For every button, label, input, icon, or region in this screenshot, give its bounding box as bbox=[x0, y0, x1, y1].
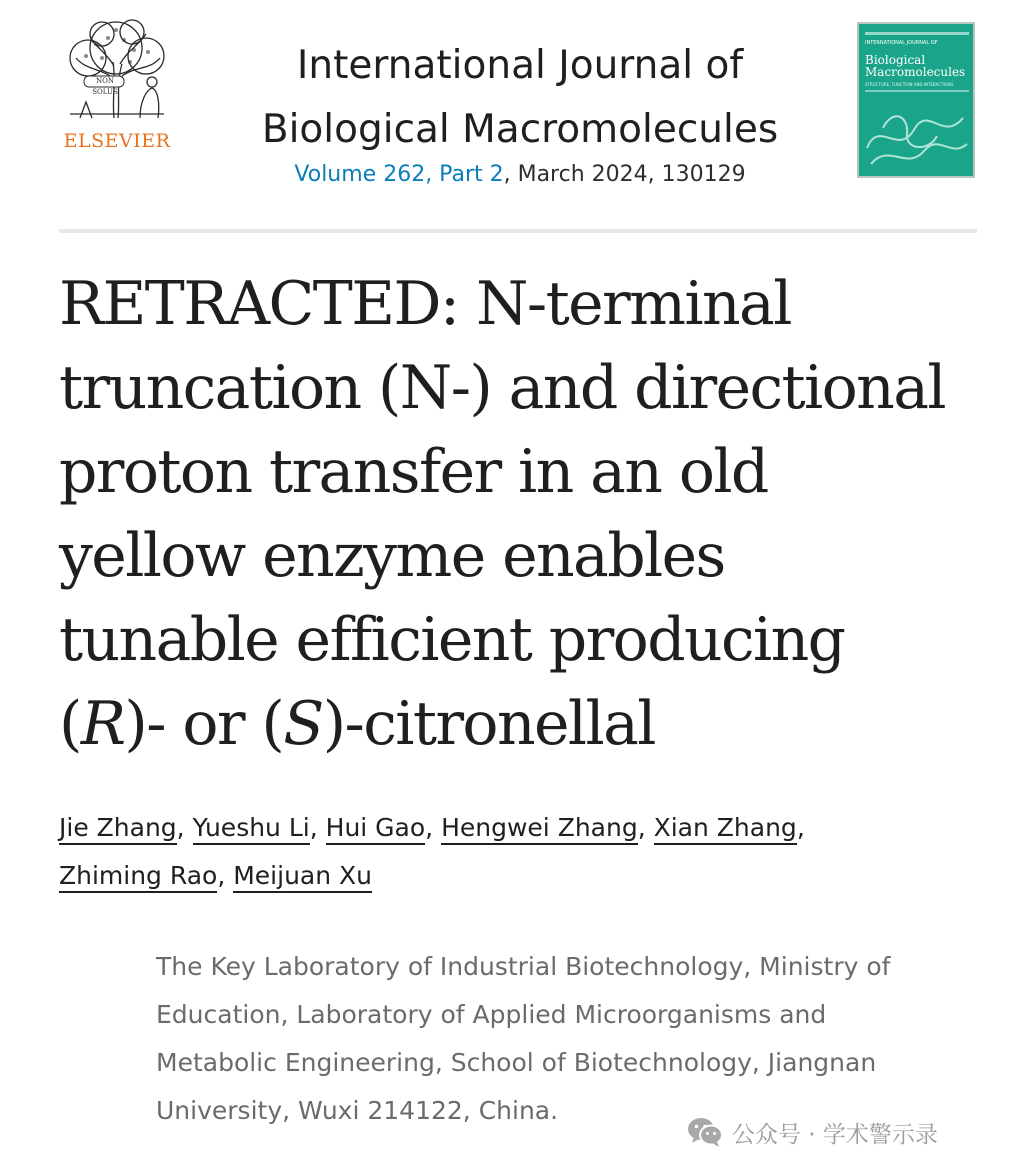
affiliation bbox=[156, 943, 976, 1135]
watermark-text: 公众号 · 学术警示录 bbox=[732, 1121, 938, 1148]
author-link[interactable]: Zhiming Rao bbox=[59, 861, 217, 893]
header-divider bbox=[59, 229, 977, 233]
cover-small-title: INTERNATIONAL JOURNAL OF bbox=[865, 40, 938, 46]
author-list bbox=[59, 804, 979, 900]
publisher-name: ELSEVIER bbox=[63, 130, 171, 152]
author-row bbox=[59, 852, 979, 900]
affiliation-line: Education, Laboratory of Applied Microorganisms and bbox=[156, 1000, 827, 1029]
article-title-line: tunable efficient producing bbox=[59, 605, 845, 675]
author-separator: , bbox=[309, 813, 326, 842]
author-link[interactable]: Hengwei Zhang bbox=[441, 813, 638, 845]
author-link[interactable]: Jie Zhang bbox=[59, 813, 177, 845]
title-tail: )-citronellal bbox=[322, 689, 655, 759]
author-row bbox=[59, 804, 979, 852]
affiliation-line: The Key Laboratory of Industrial Biotechnology, Ministry of bbox=[156, 952, 891, 981]
title-paren: ( bbox=[59, 689, 81, 759]
protein-ribbon-icon bbox=[859, 98, 973, 176]
affiliation-line: University, Wuxi 214122, China. bbox=[156, 1096, 559, 1125]
author-separator: , bbox=[425, 813, 442, 842]
journal-title[interactable] bbox=[210, 34, 830, 162]
cover-rule bbox=[865, 32, 969, 35]
author-separator: , bbox=[796, 813, 805, 842]
author-link[interactable]: Meijuan Xu bbox=[233, 861, 372, 893]
issue-info bbox=[210, 162, 830, 187]
cover-rule-bottom bbox=[865, 90, 969, 92]
article-title bbox=[59, 262, 999, 766]
tree-icon bbox=[56, 18, 178, 128]
wechat-icon bbox=[686, 1116, 724, 1148]
article-title-line: truncation (N-) and directional bbox=[59, 353, 945, 423]
title-paren: )- or ( bbox=[124, 689, 284, 759]
article-title-line-last bbox=[59, 682, 999, 766]
journal-title-line1: International Journal of bbox=[296, 43, 744, 88]
wechat-watermark bbox=[686, 1114, 938, 1150]
title-italic-r: R bbox=[80, 689, 125, 759]
journal-cover-thumbnail[interactable] bbox=[857, 22, 975, 178]
author-separator: , bbox=[176, 813, 193, 842]
volume-link[interactable]: Volume 262, Part 2 bbox=[294, 162, 504, 187]
journal-title-line2: Biological Macromolecules bbox=[261, 107, 779, 152]
issue-date-article-number: , March 2024, 130129 bbox=[503, 162, 746, 187]
elsevier-logo[interactable] bbox=[56, 18, 178, 154]
logo-motto: NON SOLUS bbox=[92, 77, 118, 96]
article-title-line: yellow enzyme enables bbox=[59, 521, 725, 591]
author-link[interactable]: Xian Zhang bbox=[654, 813, 797, 845]
article-title-line: proton transfer in an old bbox=[59, 437, 768, 507]
article-title-line: RETRACTED: N-terminal bbox=[59, 269, 791, 339]
title-italic-s: S bbox=[283, 689, 323, 759]
author-link[interactable]: Hui Gao bbox=[326, 813, 426, 845]
cover-title: Biological Macromolecules bbox=[865, 53, 966, 79]
affiliation-line: Metabolic Engineering, School of Biotechnology, Jiangnan bbox=[156, 1048, 877, 1077]
cover-subtitle: STRUCTURE, FUNCTION AND INTERACTIONS bbox=[865, 82, 954, 87]
author-separator: , bbox=[217, 861, 234, 890]
author-separator: , bbox=[637, 813, 654, 842]
author-link[interactable]: Yueshu Li bbox=[193, 813, 310, 845]
